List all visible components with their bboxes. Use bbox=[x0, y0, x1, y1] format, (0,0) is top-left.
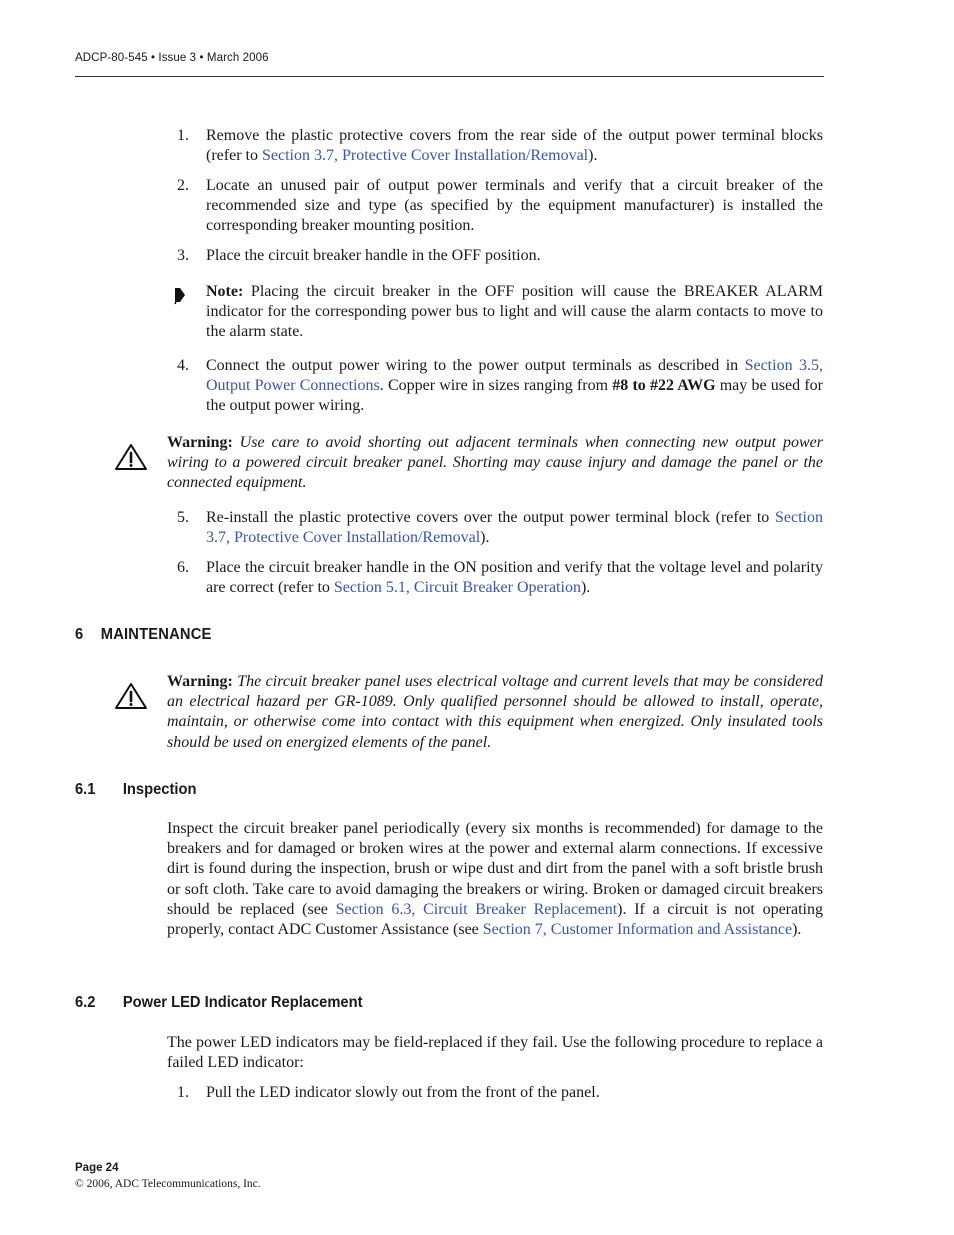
step-number: 1. bbox=[177, 1084, 189, 1101]
led-intro-paragraph: The power LED indicators may be field-replaced if they fail. Use the following procedure to replace a failed LED indicator: bbox=[167, 1034, 823, 1072]
step-text: Locate an unused pair of output power terminals and verify that a circuit breaker of the recommended size and type (as specified by the equipment manufacturer) is installed the corresponding breaker mounting position. bbox=[206, 177, 823, 235]
page-number: Page 24 bbox=[75, 1162, 119, 1174]
step-text-part: ). bbox=[480, 529, 490, 547]
section-number: 6.1 bbox=[75, 781, 96, 798]
step-text bbox=[206, 558, 823, 598]
warning-block bbox=[167, 672, 823, 753]
step-number: 2. bbox=[177, 177, 189, 194]
section-number: 6.2 bbox=[75, 994, 96, 1011]
document-header: ADCP-80-545 • Issue 3 • March 2006 bbox=[75, 52, 269, 64]
section-title: Inspection bbox=[122, 781, 197, 798]
note-label: Note: bbox=[206, 283, 244, 300]
step-text: Place the circuit breaker handle in the OFF position. bbox=[206, 247, 541, 264]
link-section-3-7[interactable]: Section 3.7, Protective Cover Installation/Removal bbox=[206, 509, 823, 547]
wire-size-bold: #8 to #22 AWG bbox=[612, 377, 716, 395]
warning-triangle-icon bbox=[114, 682, 148, 715]
step-text-part: Re-install the plastic protective covers over the output power terminal block (refer to bbox=[206, 509, 775, 526]
step-text bbox=[206, 126, 823, 166]
link-section-6-3[interactable]: Section 6.3, Circuit Breaker Replacement bbox=[335, 900, 618, 918]
header-rule bbox=[75, 76, 824, 77]
section-heading-led-replacement bbox=[75, 994, 363, 1012]
paragraph-text-part: ). bbox=[792, 921, 802, 939]
link-section-5-1[interactable]: Section 5.1, Circuit Breaker Operation bbox=[333, 579, 581, 597]
inspection-paragraph bbox=[167, 819, 823, 940]
link-section-3-5[interactable]: Section 3.5, Output Power Connections bbox=[206, 357, 823, 395]
section-title: Power LED Indicator Replacement bbox=[122, 994, 363, 1011]
section-heading-inspection bbox=[75, 781, 196, 799]
note-text: Placing the circuit breaker in the OFF position will cause the BREAKER ALARM indicator for the corresponding power bus to light and will cause the alarm contacts to move to the alarm state. bbox=[206, 283, 823, 341]
step-number: 1. bbox=[177, 127, 189, 144]
warning-label: Warning: bbox=[167, 673, 233, 690]
step-text: Pull the LED indicator slowly out from the front of the panel. bbox=[206, 1084, 600, 1101]
section-number: 6 bbox=[75, 626, 84, 643]
warning-triangle-icon bbox=[114, 443, 148, 476]
step-text-part: Place the circuit breaker handle in the ON position and verify that the voltage level and polarity are correct (refer to bbox=[206, 559, 823, 597]
step-text-part: Connect the output power wiring to the power output terminals as described in bbox=[206, 357, 745, 374]
note-arrow-icon bbox=[173, 287, 187, 310]
warning-text: The circuit breaker panel uses electrical voltage and current levels that may be considered an electrical hazard per GR-1089. Only qualified personnel should be allowed to install, operate, maintain, or otherwise come into contact with this equipment when energized. Only insulated tools should be used on energized elements of the panel. bbox=[167, 673, 823, 751]
link-section-3-7[interactable]: Section 3.7, Protective Cover Installation/Removal bbox=[261, 147, 589, 165]
warning-text: Use care to avoid shorting out adjacent terminals when connecting new output power wiring to a powered circuit breaker panel. Shorting may cause injury and damage the panel or the connected equipment. bbox=[167, 434, 823, 492]
step-number: 3. bbox=[177, 247, 189, 264]
step-number: 4. bbox=[177, 357, 189, 374]
paragraph-text-part: Inspect the circuit breaker panel periodically (every six months is recommended) for damage to the breakers and for damaged or broken wires at the power and external alarm connections. If excessive dirt is found during the inspection, brush or wipe dust and dirt from the panel with a soft bristle brush or soft cloth. Take care to avoid damaging the breakers or wiring. Broken or damaged circuit breakers should be replaced (see bbox=[167, 820, 823, 918]
step-text-part: Remove the plastic protective covers from the rear side of the output power terminal blocks (refer to bbox=[206, 127, 823, 165]
note-block bbox=[206, 282, 823, 343]
step-text-part: ). bbox=[588, 147, 598, 165]
step-text-part: may be used for the output power wiring. bbox=[206, 377, 823, 415]
step-number: 5. bbox=[177, 509, 189, 526]
paragraph-text-part: ). If a circuit is not operating properly, contact ADC Customer Assistance (see bbox=[167, 900, 824, 939]
section-heading-maintenance bbox=[75, 626, 212, 644]
warning-label: Warning: bbox=[167, 434, 233, 451]
link-section-7[interactable]: Section 7, Customer Information and Assistance bbox=[482, 921, 793, 939]
section-title: MAINTENANCE bbox=[100, 626, 212, 643]
step-text bbox=[206, 356, 823, 417]
step-text-part: ). bbox=[580, 579, 591, 597]
warning-block bbox=[167, 433, 823, 494]
step-number: 6. bbox=[177, 559, 189, 576]
step-text bbox=[206, 508, 823, 548]
copyright: © 2006, ADC Telecommunications, Inc. bbox=[75, 1178, 261, 1190]
step-text-part: . Copper wire in sizes ranging from bbox=[379, 377, 613, 395]
